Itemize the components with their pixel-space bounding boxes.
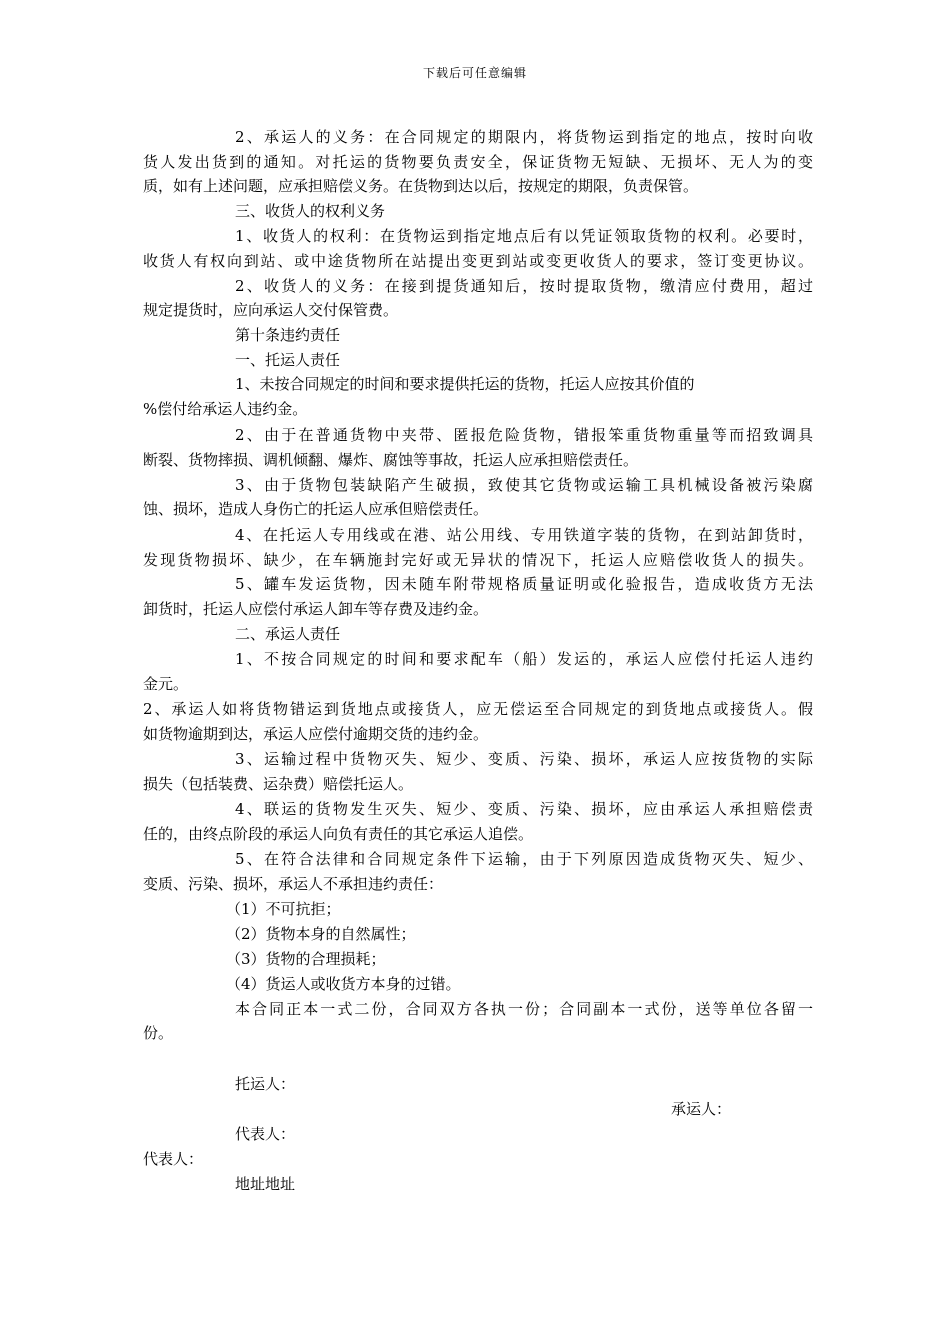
- text-line: 2、收货人的义务：在接到提货通知后，按时提取货物，缴清应付费用，超过: [235, 277, 813, 295]
- text-line: 任的，由终点阶段的承运人向负有责任的其它承运人追偿。: [143, 825, 534, 843]
- text-line: 3、由于货物包装缺陷产生破损，致使其它货物或运输工具机械设备被污染腐: [235, 476, 813, 494]
- text-line: 4、在托运人专用线或在港、站公用线、专用铁道字装的货物，在到站卸货时，: [235, 526, 813, 544]
- list-item: （4）货运人或收货方本身的过错。: [226, 975, 461, 993]
- text-line: 断裂、货物摔损、调机倾翻、爆炸、腐蚀等事故，托运人应承担赔偿责任。: [143, 451, 639, 469]
- text-line: 1、不按合同规定的时间和要求配车（船）发运的，承运人应偿付托运人违约: [235, 650, 813, 668]
- text-line: 损失（包括装费、运杂费）赔偿托运人。: [143, 775, 414, 793]
- section-heading: 二、承运人责任: [235, 625, 341, 643]
- text-line: 货人发出货到的通知。对托运的货物要负责安全，保证货物无短缺、无损坏、无人为的变: [143, 153, 813, 171]
- representative-label: 代表人：: [235, 1125, 296, 1143]
- text-line: 如货物逾期到达，承运人应偿付逾期交货的违约金。: [143, 725, 489, 743]
- article-heading: 第十条违约责任: [235, 326, 341, 344]
- text-line: 质，如有上述问题，应承担赔偿义务。在货物到达以后，按规定的期限，负责保管。: [143, 177, 699, 195]
- text-line: 规定提货时，应向承运人交付保管费。: [143, 301, 399, 319]
- text-line: 份。: [143, 1024, 174, 1042]
- text-line: 4、联运的货物发生灭失、短少、变质、污染、损坏，应由承运人承担赔偿责: [235, 800, 813, 818]
- text-line: 1、未按合同规定的时间和要求提供托运的货物，托运人应按其价值的: [235, 375, 695, 393]
- text-line: %偿付给承运人违约金。: [143, 400, 308, 418]
- list-item: （2）货物本身的自然属性；: [226, 925, 416, 943]
- text-line: 变质、污染、损坏，承运人不承担违约责任：: [143, 875, 444, 893]
- text-line: 1、收货人的权利：在货物运到指定地点后有以凭证领取货物的权利。必要时，: [235, 227, 813, 245]
- text-line: 发现货物损坏、缺少，在车辆施封完好或无异状的情况下，托运人应赔偿收货人的损失。: [143, 551, 813, 569]
- list-item: （3）货物的合理损耗；: [226, 950, 386, 968]
- text-line: 2、承运人的义务：在合同规定的期限内，将货物运到指定的地点，按时向收: [235, 128, 813, 146]
- text-line: 蚀、损坏，造成人身伤亡的托运人应承但赔偿责任。: [143, 500, 489, 518]
- carrier-label: 承运人：: [671, 1100, 732, 1118]
- list-item: （1）不可抗拒；: [226, 900, 341, 918]
- text-line: 5、罐车发运货物，因未随车附带规格质量证明或化验报告，造成收货方无法: [235, 575, 813, 593]
- text-line: 3、运输过程中货物灭失、短少、变质、污染、损坏，承运人应按货物的实际: [235, 750, 813, 768]
- shipper-label: 托运人：: [235, 1075, 296, 1093]
- text-line: 5、在符合法律和合同规定条件下运输，由于下列原因造成货物灭失、短少、: [235, 850, 813, 868]
- text-line: 金元。: [143, 675, 189, 693]
- text-line: 卸货时，托运人应偿付承运人卸车等存费及违约金。: [143, 600, 489, 618]
- section-heading: 三、收货人的权利义务: [235, 202, 386, 220]
- text-line: 收货人有权向到站、或中途货物所在站提出变更到站或变更收货人的要求，签订变更协议。: [143, 252, 813, 270]
- text-line: 本合同正本一式二份，合同双方各执一份；合同副本一式份，送等单位各留一: [235, 1000, 813, 1018]
- representative-label: 代表人：: [143, 1150, 204, 1168]
- page-header: 下载后可任意编辑: [422, 66, 527, 80]
- text-line: 2、承运人如将货物错运到货地点或接货人，应无偿运至合同规定的到货地点或接货人。假: [143, 700, 813, 718]
- text-line: 2、由于在普通货物中夹带、匿报危险货物，错报笨重货物重量等而招致调具: [235, 426, 813, 444]
- section-heading: 一、托运人责任: [235, 351, 341, 369]
- address-label: 地址地址: [235, 1175, 296, 1193]
